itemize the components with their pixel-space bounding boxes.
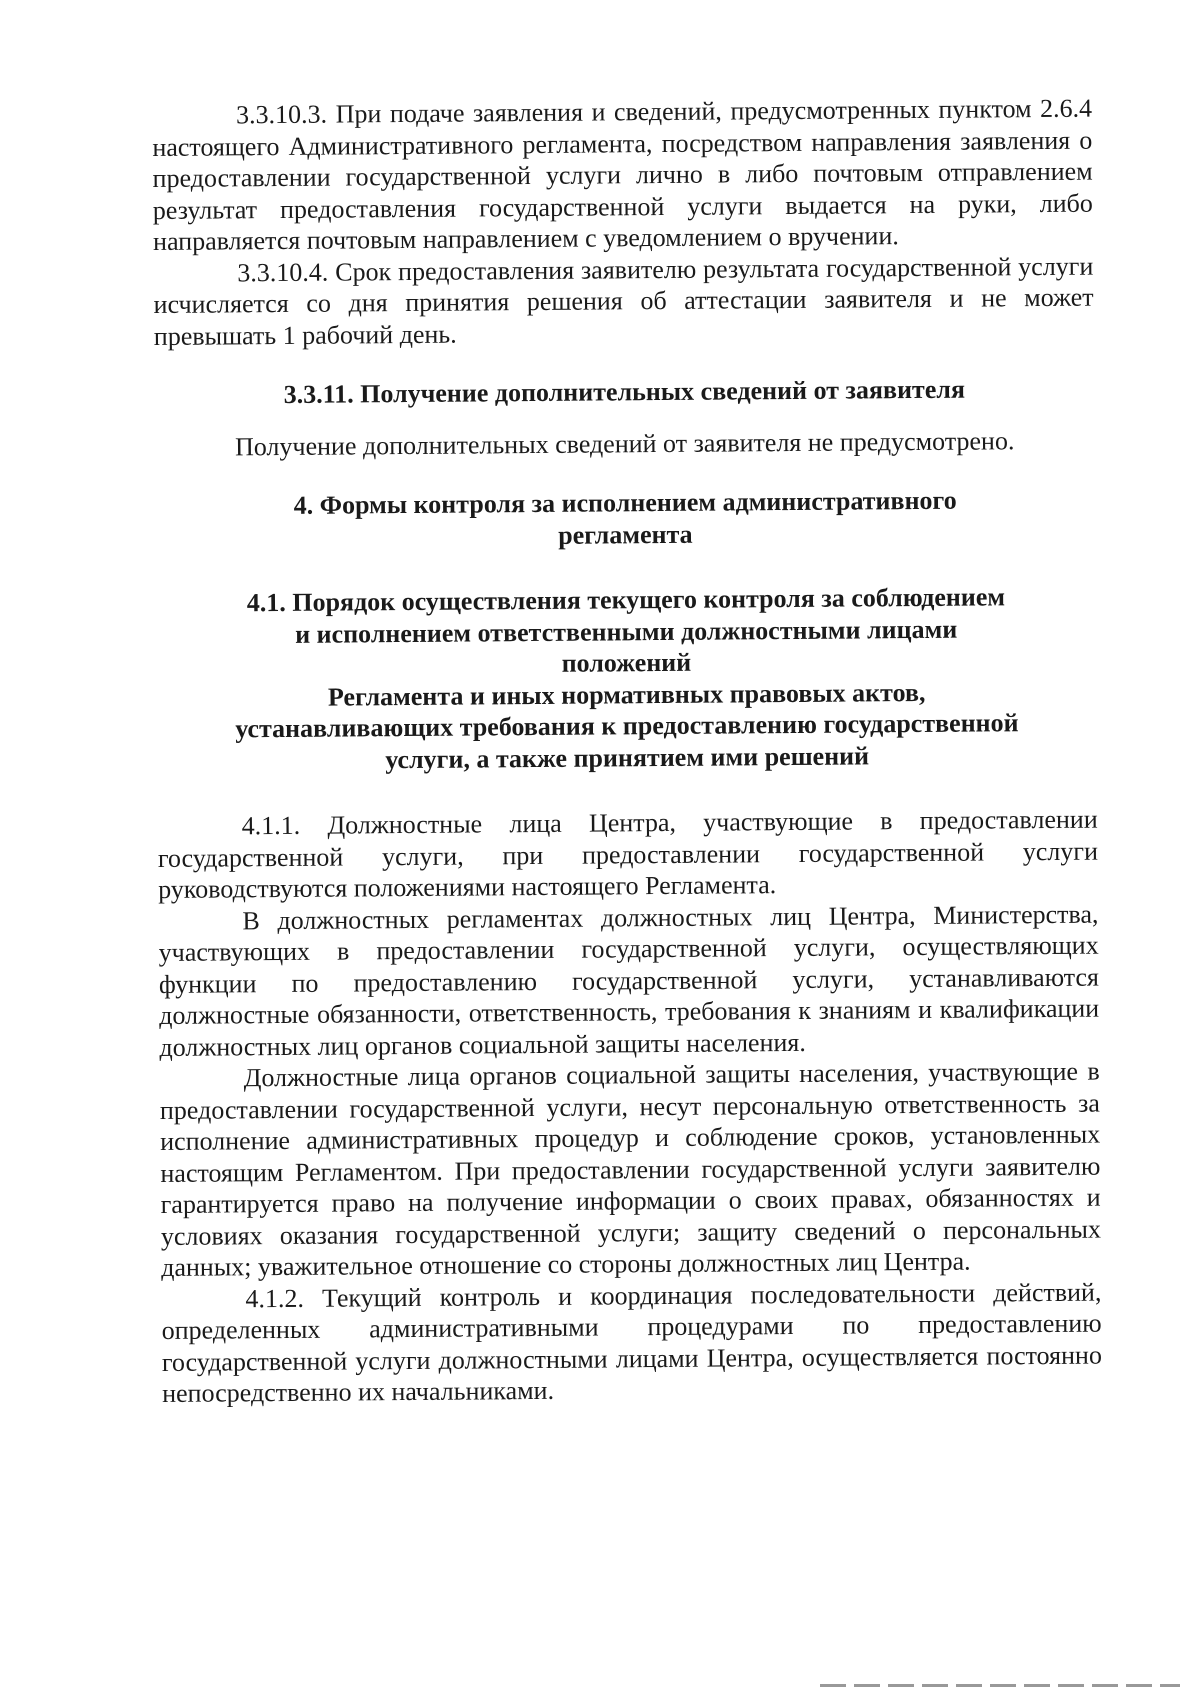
paragraph-3-3-10-4: 3.3.10.4. Срок предоставления заявителю результата государственной услуги исчисляется со дня принятия решения об аттестации заявителя и не может превышать 1 рабочий день. — [153, 251, 1094, 351]
heading-4-1-line-1: 4.1. Порядок осуществления текущего контроля за соблюдением — [246, 582, 1006, 618]
heading-4-1-line-4: Регламента и иных нормативных правовых актов, — [327, 677, 926, 712]
paragraph-4-1-1: 4.1.1. Должностные лица Центра, участвующие в предоставлении государственной услуги, при предоставлении государственной услуги руководствуются положениями настоящего Регламента. — [157, 804, 1099, 904]
heading-section-4 — [155, 484, 1095, 554]
scan-artifact-line — [820, 1684, 1180, 1687]
heading-4-1-line-2: и исполнением ответственными должностными лицами — [295, 614, 958, 649]
heading-4-line-1: 4. Формы контроля за исполнением административного — [293, 485, 957, 520]
heading-4-1-line-3: положений — [561, 647, 692, 678]
paragraph-4-1-1-responsibility: Должностные лица органов социальной защиты населения, участвующие в предоставлении государственной услуги, несут персональную ответственность за исполнение административных процедур и соблюдение сроков, установленных настоящим Регламентом. При предоставлении государственной услуги заявителю гарантируется право на получение информации о своих правах, обязанностях и условиях оказания государственной услуги; защиту сведений о персональных данных; уважительное отношение со стороны должностных лиц Центра. — [159, 1056, 1102, 1282]
paragraph-3-3-10-3: 3.3.10.3. При подаче заявления и сведений, предусмотренных пунктом 2.6.4 настоящего Административного регламента, посредством направления заявления о предоставлении государственной услуги лично в либо почтовым отправлением результат предоставления государственной услуги выдается на руки, либо направляется почтовым направлением с уведомлением о вручении. — [152, 93, 1093, 256]
paragraph-4-1-1-regulations: В должностных регламентах должностных лиц Центра, Министерства, участвующих в предоставлении государственной услуги, осуществляющих функции по предоставлению государственной услуги, устанавливаются должностные обязанности, ответственность, требования к знаниям и квалификации должностных лиц органов социальной защиты населения. — [158, 899, 1100, 1062]
heading-4-line-2: регламента — [558, 519, 693, 550]
paragraph-3-3-11: Получение дополнительных сведений от заявителя не предусмотрено. — [234, 425, 1015, 461]
heading-3-3-11: 3.3.11. Получение дополнительных сведений от заявителя — [283, 374, 966, 409]
heading-4-1-line-5: устанавливающих требования к предоставлению государственной — [235, 708, 1019, 744]
heading-4-1-line-6: услуги, а также принятием ими решений — [385, 740, 870, 774]
paragraph-4-1-2: 4.1.2. Текущий контроль и координация последовательности действий, определенных административными процедурами по предоставлению государственной услуги должностными лицами Центра, осуществляется постоянно непосредственно их начальниками. — [161, 1277, 1102, 1408]
document-page — [152, 93, 1102, 1410]
heading-section-4-1 — [156, 581, 1097, 777]
